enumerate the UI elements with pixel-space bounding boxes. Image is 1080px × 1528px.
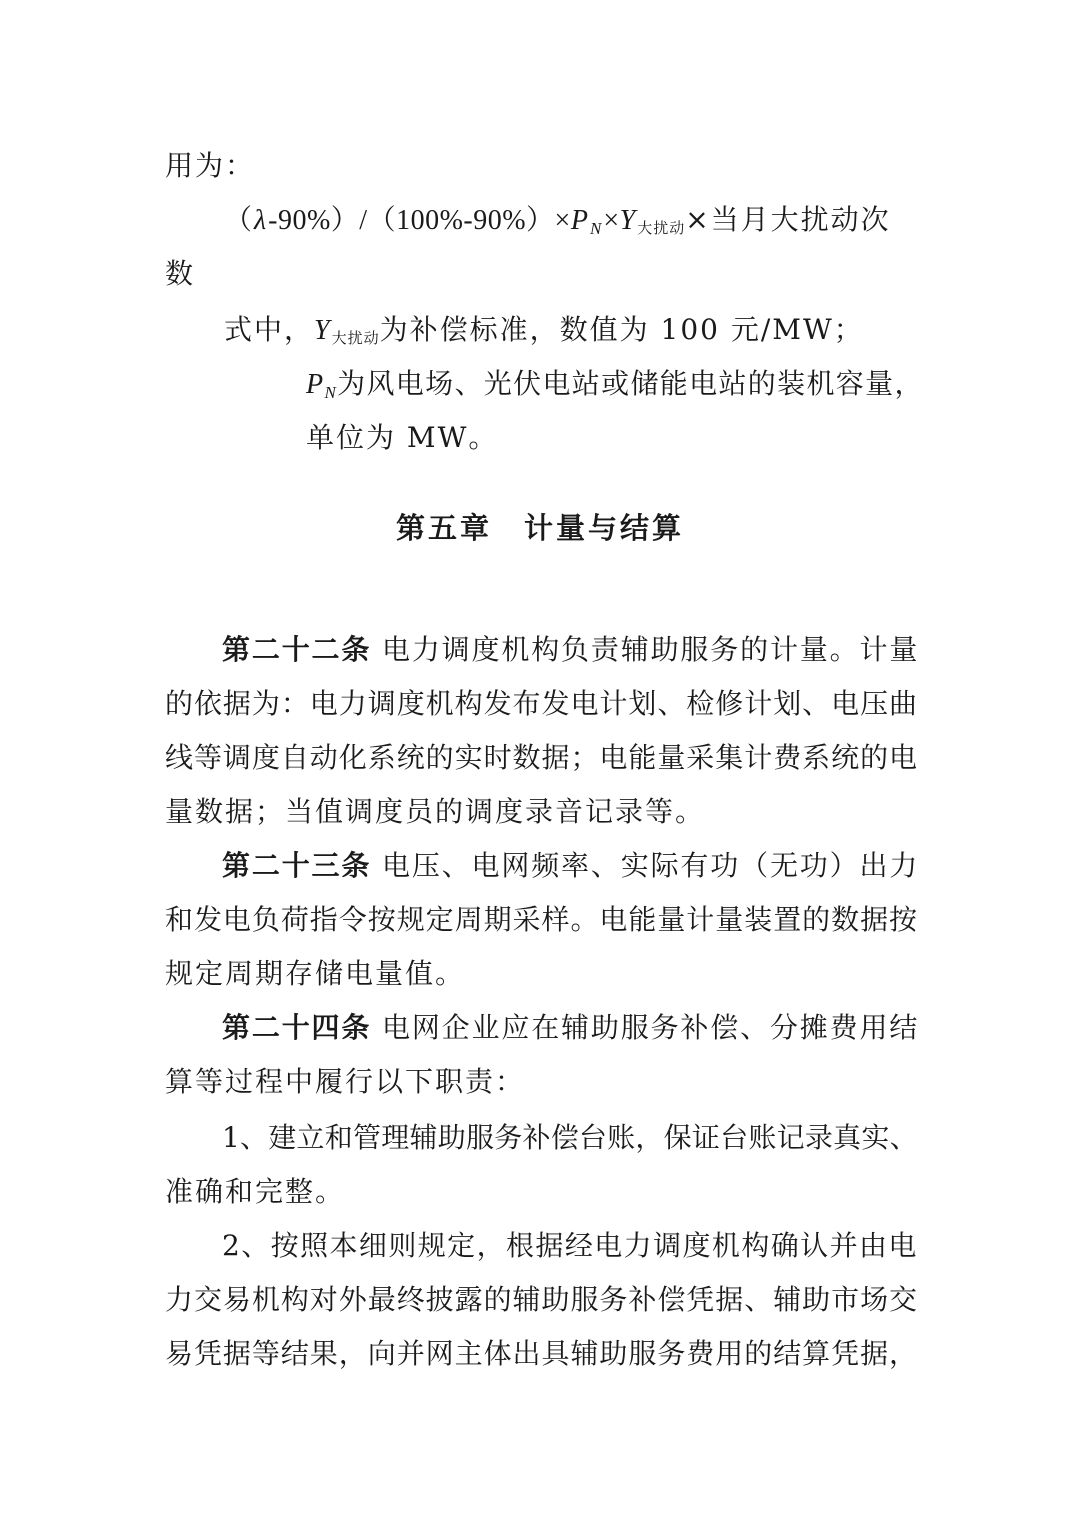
definition-unit-line: 单位为 MW。 [306, 421, 499, 454]
formula-open-paren: （ [224, 203, 255, 236]
item1-line-1: 准确和完整。 [165, 1175, 346, 1208]
article24-line-1: 算等过程中履行以下职责： [165, 1065, 526, 1098]
article24-line-0: 电网企业应在辅助服务补偿、分摊费用结 [381, 1011, 920, 1044]
definition-y: Y [314, 315, 332, 346]
formula-line [224, 200, 891, 249]
article22-line-0: 电力调度机构负责辅助服务的计量。计量 [381, 633, 920, 666]
definition-y-line [224, 310, 864, 358]
article22-line-1: 的依据为：电力调度机构发布发电计划、检修计划、电压曲 [165, 687, 919, 720]
item2-line-0: 2、按照本细则规定，根据经电力调度机构确认并由电 [222, 1229, 918, 1262]
chapter-heading: 第五章 计量与结算 [395, 511, 684, 545]
formula-y: Y [619, 205, 638, 236]
article24-label: 第二十四条 [222, 1011, 372, 1044]
item2-line-1: 力交易机构对外最终披露的辅助服务补偿凭据、辅助市场交 [165, 1283, 919, 1316]
item2-line-2: 易凭据等结果，向并网主体出具辅助服务费用的结算凭据， [165, 1337, 919, 1370]
formula-p-sub: N [589, 219, 604, 238]
article22-first-line [222, 630, 919, 670]
formula-y-sub: 大扰动 [637, 219, 686, 237]
article23-line-1: 和发电负荷指令按规定周期采样。电能量计量装置的数据按 [165, 903, 919, 936]
definition-y-text: 为补偿标准，数值为 100 元/MW； [379, 313, 864, 346]
article23-first-line [222, 846, 919, 886]
formula-continuation: 数 [165, 257, 196, 290]
article22-line-2: 线等调度自动化系统的实时数据；电能量采集计费系统的电 [165, 741, 919, 774]
formula-times: × [603, 205, 620, 236]
definition-p: P [306, 369, 325, 400]
article24-first-line [222, 1008, 919, 1048]
article23-label: 第二十三条 [222, 849, 372, 882]
definition-y-sub: 大扰动 [331, 329, 380, 347]
formula-part1: -90%）/（100%-90%）× [268, 205, 571, 236]
article23-line-2: 规定周期存储电量值。 [165, 957, 466, 990]
article22-label: 第二十二条 [222, 633, 372, 666]
article23-line-0: 电压、电网频率、实际有功（无功）出力 [381, 849, 920, 882]
definition-p-line [306, 364, 924, 413]
item1-line-0: 1、建立和管理辅助服务补偿台账，保证台账记录真实、 [222, 1121, 918, 1154]
formula-part2: ×当月大扰动次 [685, 203, 891, 236]
formula-p: P [570, 205, 590, 236]
article22-line-3: 量数据；当值调度员的调度录音记录等。 [165, 795, 706, 828]
intro-line: 用为： [165, 149, 256, 182]
definition-p-text: 为风电场、光伏电站或储能电站的装机容量， [337, 367, 924, 400]
formula-lambda: λ [254, 205, 269, 236]
definition-p-sub: N [324, 383, 338, 402]
definition-prefix: 式中， [224, 313, 315, 346]
